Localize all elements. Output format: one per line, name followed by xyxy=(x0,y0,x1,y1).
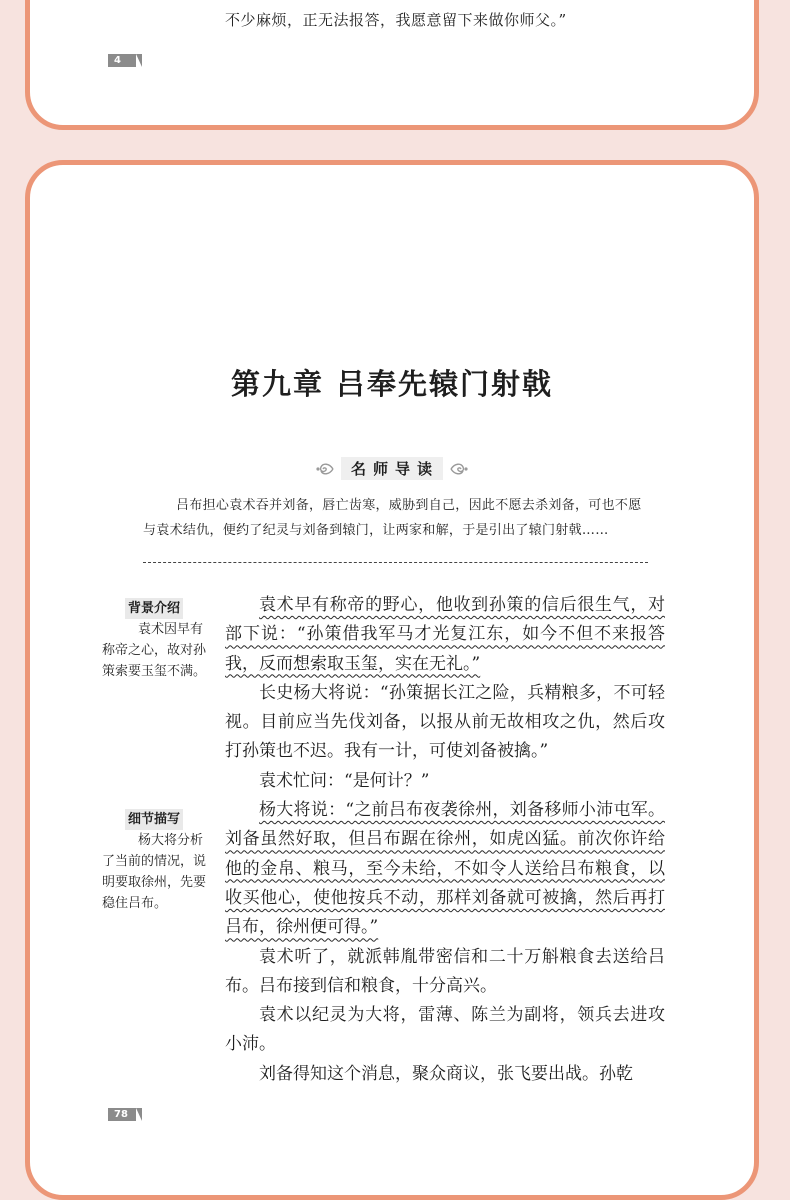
page-card xyxy=(25,160,759,1200)
paragraph xyxy=(225,591,665,679)
previous-page-card xyxy=(25,0,759,130)
guide-divider xyxy=(143,562,648,563)
chapter-title: 第九章 吕奉先辕门射戟 xyxy=(230,367,554,401)
paragraph xyxy=(225,796,665,942)
ornament-left-icon xyxy=(315,460,335,478)
paragraph: 袁术以纪灵为大将，雷薄、陈兰为副将，领兵去进攻小沛。 xyxy=(225,1005,665,1055)
paragraph: 袁术听了，就派韩胤带密信和二十万斛粮食去送给吕布。吕布接到信和粮食，十分高兴。 xyxy=(225,946,665,996)
previous-page-last-line: 不少麻烦，正无法报答，我愿意留下来做你师父。” xyxy=(225,11,567,29)
paragraph: 袁术忙问：“是何计？” xyxy=(259,770,430,791)
side-note-background xyxy=(102,598,214,682)
paragraph: 刘备得知这个消息，聚众商议，张飞要出战。孙乾 xyxy=(259,1063,633,1084)
paragraph: 长史杨大将说：“孙策据长江之险，兵精粮多，不可轻视。目前应当先伐刘备，以报从前无故相攻之仇，然后攻打孙策也不迟。我有一计，可使刘备被擒。” xyxy=(225,682,665,762)
guide-text: 吕布担心袁术吞并刘备，唇亡齿寒，威胁到自己，因此不愿去杀刘备，可也不愿与袁术结仇，便约了纪灵与刘备到辕门，让两家和解，于是引出了辕门射戟…… xyxy=(143,498,642,538)
underlined-text: 袁术早有称帝的野心，他收到孙策的信后很生气，对部下说：“孙策借我军马才光复江东，如今不但不来报答我，反而想索取玉玺，实在无礼。” xyxy=(225,595,665,674)
side-note-text: 杨大将分析了当前的情况，说明要取徐州，先要稳住吕布。 xyxy=(102,833,207,911)
previous-page-number: 4 xyxy=(108,54,142,67)
ornament-right-icon xyxy=(449,460,469,478)
side-note-text: 袁术因早有称帝之心，故对孙策索要玉玺不满。 xyxy=(102,622,207,679)
guide-header xyxy=(30,457,754,480)
side-note-detail xyxy=(102,809,214,914)
side-note-title: 背景介绍 xyxy=(125,598,183,619)
guide-label: 名师导读 xyxy=(341,457,443,480)
side-note-title: 细节描写 xyxy=(125,809,183,830)
page-number: 78 xyxy=(108,1108,142,1121)
main-text xyxy=(225,591,665,1089)
underlined-text: 杨大将说：“之前吕布夜袭徐州，刘备移师小沛屯军。刘备虽然好取，但吕布踞在徐州，如虎凶猛。前次你许给他的金帛、粮马，至今未给，不如令人送给吕布粮食，以收买他心，使他按兵不动，那样刘备就可被擒，然后再打吕布，徐州便可得。” xyxy=(225,800,665,938)
